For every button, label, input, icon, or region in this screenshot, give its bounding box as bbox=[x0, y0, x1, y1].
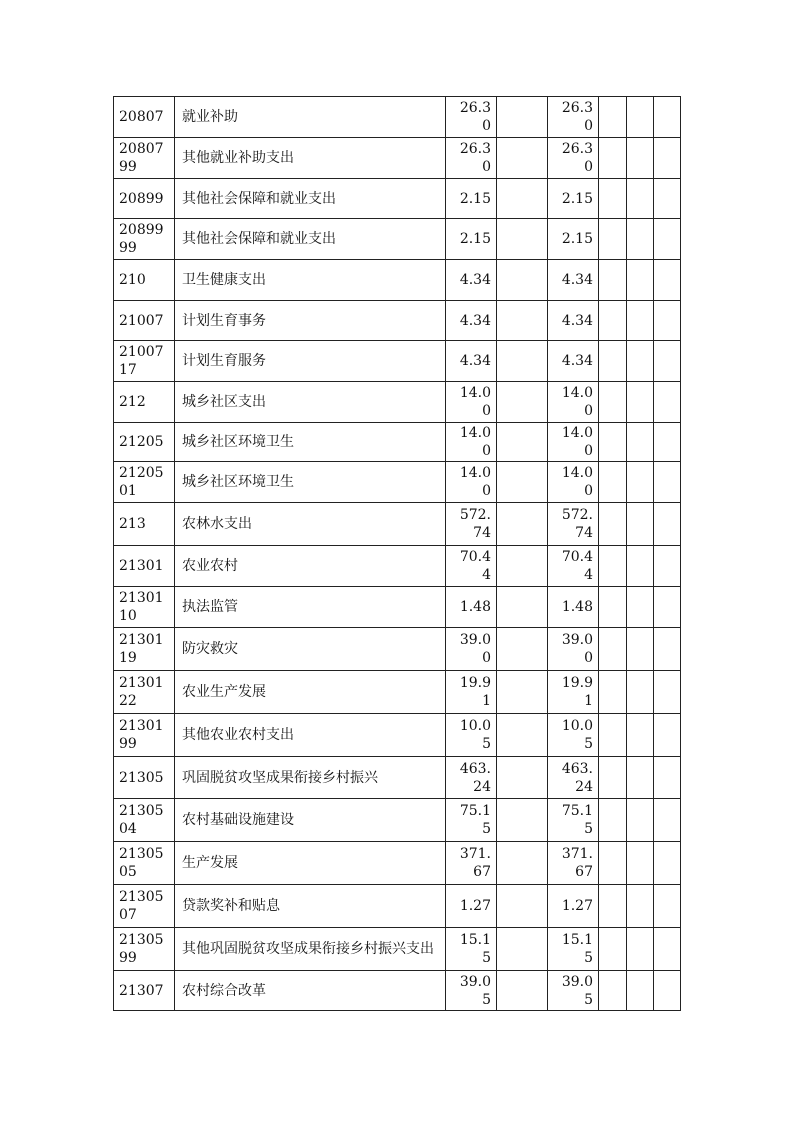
project-cell: 39.00 bbox=[548, 628, 599, 671]
code-cell: 2130119 bbox=[114, 628, 175, 671]
basic-cell bbox=[497, 462, 548, 503]
name-cell: 就业补助 bbox=[175, 97, 446, 138]
project-cell: 19.91 bbox=[548, 671, 599, 714]
basic-cell bbox=[497, 219, 548, 260]
project-cell: 463.24 bbox=[548, 757, 599, 799]
empty-cell bbox=[599, 928, 627, 971]
total-cell: 371.67 bbox=[446, 842, 497, 885]
table-row bbox=[114, 138, 681, 179]
basic-cell bbox=[497, 842, 548, 885]
empty-cell bbox=[627, 928, 654, 971]
empty-cell bbox=[654, 260, 681, 301]
empty-cell bbox=[627, 462, 654, 503]
total-cell: 1.48 bbox=[446, 587, 497, 628]
empty-cell bbox=[654, 671, 681, 714]
total-cell: 14.00 bbox=[446, 382, 497, 423]
empty-cell bbox=[599, 301, 627, 341]
table-row bbox=[114, 423, 681, 462]
code-cell: 213 bbox=[114, 503, 175, 546]
code-cell: 21307 bbox=[114, 971, 175, 1011]
code-cell: 2120501 bbox=[114, 462, 175, 503]
name-cell: 其他社会保障和就业支出 bbox=[175, 219, 446, 260]
code-cell: 20899 bbox=[114, 179, 175, 219]
empty-cell bbox=[654, 885, 681, 928]
table-row bbox=[114, 928, 681, 971]
total-cell: 26.30 bbox=[446, 97, 497, 138]
empty-cell bbox=[627, 179, 654, 219]
total-cell: 14.00 bbox=[446, 462, 497, 503]
code-cell: 21007 bbox=[114, 301, 175, 341]
code-cell: 2130507 bbox=[114, 885, 175, 928]
table-row bbox=[114, 757, 681, 799]
basic-cell bbox=[497, 971, 548, 1011]
total-cell: 14.00 bbox=[446, 423, 497, 462]
name-cell: 防灾救灾 bbox=[175, 628, 446, 671]
table-row bbox=[114, 714, 681, 757]
table-row bbox=[114, 462, 681, 503]
total-cell: 70.44 bbox=[446, 546, 497, 587]
empty-cell bbox=[654, 138, 681, 179]
total-cell: 19.91 bbox=[446, 671, 497, 714]
empty-cell bbox=[654, 97, 681, 138]
empty-cell bbox=[627, 546, 654, 587]
name-cell: 其他农业农村支出 bbox=[175, 714, 446, 757]
basic-cell bbox=[497, 341, 548, 382]
project-cell: 1.48 bbox=[548, 587, 599, 628]
empty-cell bbox=[599, 503, 627, 546]
code-cell: 2130122 bbox=[114, 671, 175, 714]
total-cell: 26.30 bbox=[446, 138, 497, 179]
total-cell: 75.15 bbox=[446, 799, 497, 842]
code-cell: 21205 bbox=[114, 423, 175, 462]
total-cell: 4.34 bbox=[446, 260, 497, 301]
basic-cell bbox=[497, 546, 548, 587]
total-cell: 39.00 bbox=[446, 628, 497, 671]
total-cell: 4.34 bbox=[446, 341, 497, 382]
table-row bbox=[114, 587, 681, 628]
empty-cell bbox=[654, 971, 681, 1011]
total-cell: 463.24 bbox=[446, 757, 497, 799]
table-row bbox=[114, 671, 681, 714]
table-row bbox=[114, 382, 681, 423]
name-cell: 城乡社区环境卫生 bbox=[175, 423, 446, 462]
empty-cell bbox=[627, 799, 654, 842]
total-cell: 15.15 bbox=[446, 928, 497, 971]
empty-cell bbox=[627, 341, 654, 382]
name-cell: 计划生育事务 bbox=[175, 301, 446, 341]
table-row bbox=[114, 842, 681, 885]
total-cell: 2.15 bbox=[446, 179, 497, 219]
project-cell: 39.05 bbox=[548, 971, 599, 1011]
empty-cell bbox=[627, 301, 654, 341]
empty-cell bbox=[599, 382, 627, 423]
basic-cell bbox=[497, 885, 548, 928]
table-row bbox=[114, 219, 681, 260]
table-row bbox=[114, 546, 681, 587]
table-row bbox=[114, 628, 681, 671]
basic-cell bbox=[497, 138, 548, 179]
empty-cell bbox=[599, 219, 627, 260]
table-row bbox=[114, 799, 681, 842]
basic-cell bbox=[497, 503, 548, 546]
basic-cell bbox=[497, 928, 548, 971]
basic-cell bbox=[497, 260, 548, 301]
total-cell: 1.27 bbox=[446, 885, 497, 928]
code-cell: 21305 bbox=[114, 757, 175, 799]
name-cell: 其他巩固脱贫攻坚成果衔接乡村振兴支出 bbox=[175, 928, 446, 971]
project-cell: 70.44 bbox=[548, 546, 599, 587]
project-cell: 75.15 bbox=[548, 799, 599, 842]
empty-cell bbox=[654, 928, 681, 971]
empty-cell bbox=[654, 842, 681, 885]
basic-cell bbox=[497, 757, 548, 799]
code-cell: 2130199 bbox=[114, 714, 175, 757]
empty-cell bbox=[627, 260, 654, 301]
name-cell: 巩固脱贫攻坚成果衔接乡村振兴 bbox=[175, 757, 446, 799]
name-cell: 执法监管 bbox=[175, 587, 446, 628]
table-row bbox=[114, 503, 681, 546]
code-cell: 2130505 bbox=[114, 842, 175, 885]
project-cell: 2.15 bbox=[548, 179, 599, 219]
empty-cell bbox=[654, 799, 681, 842]
empty-cell bbox=[654, 628, 681, 671]
empty-cell bbox=[627, 423, 654, 462]
empty-cell bbox=[627, 138, 654, 179]
empty-cell bbox=[627, 757, 654, 799]
budget-table bbox=[113, 96, 681, 1011]
code-cell: 21301 bbox=[114, 546, 175, 587]
empty-cell bbox=[627, 971, 654, 1011]
project-cell: 2.15 bbox=[548, 219, 599, 260]
basic-cell bbox=[497, 179, 548, 219]
name-cell: 农业农村 bbox=[175, 546, 446, 587]
code-cell: 2130504 bbox=[114, 799, 175, 842]
empty-cell bbox=[599, 423, 627, 462]
name-cell: 生产发展 bbox=[175, 842, 446, 885]
empty-cell bbox=[599, 546, 627, 587]
empty-cell bbox=[627, 382, 654, 423]
name-cell: 农业生产发展 bbox=[175, 671, 446, 714]
empty-cell bbox=[654, 341, 681, 382]
name-cell: 贷款奖补和贴息 bbox=[175, 885, 446, 928]
empty-cell bbox=[599, 714, 627, 757]
empty-cell bbox=[654, 587, 681, 628]
empty-cell bbox=[627, 671, 654, 714]
project-cell: 371.67 bbox=[548, 842, 599, 885]
basic-cell bbox=[497, 97, 548, 138]
project-cell: 4.34 bbox=[548, 260, 599, 301]
basic-cell bbox=[497, 587, 548, 628]
table-body bbox=[114, 97, 681, 1011]
empty-cell bbox=[599, 885, 627, 928]
empty-cell bbox=[599, 757, 627, 799]
code-cell: 2130110 bbox=[114, 587, 175, 628]
table-row bbox=[114, 260, 681, 301]
empty-cell bbox=[654, 546, 681, 587]
empty-cell bbox=[599, 462, 627, 503]
empty-cell bbox=[627, 628, 654, 671]
table-row bbox=[114, 971, 681, 1011]
empty-cell bbox=[654, 503, 681, 546]
name-cell: 计划生育服务 bbox=[175, 341, 446, 382]
basic-cell bbox=[497, 714, 548, 757]
basic-cell bbox=[497, 382, 548, 423]
empty-cell bbox=[654, 219, 681, 260]
empty-cell bbox=[627, 219, 654, 260]
name-cell: 卫生健康支出 bbox=[175, 260, 446, 301]
table-row bbox=[114, 179, 681, 219]
table-row bbox=[114, 341, 681, 382]
name-cell: 农村综合改革 bbox=[175, 971, 446, 1011]
basic-cell bbox=[497, 301, 548, 341]
empty-cell bbox=[599, 671, 627, 714]
empty-cell bbox=[599, 799, 627, 842]
total-cell: 2.15 bbox=[446, 219, 497, 260]
empty-cell bbox=[599, 260, 627, 301]
code-cell: 2089999 bbox=[114, 219, 175, 260]
project-cell: 14.00 bbox=[548, 462, 599, 503]
name-cell: 农林水支出 bbox=[175, 503, 446, 546]
name-cell: 城乡社区支出 bbox=[175, 382, 446, 423]
code-cell: 212 bbox=[114, 382, 175, 423]
empty-cell bbox=[654, 423, 681, 462]
empty-cell bbox=[627, 503, 654, 546]
project-cell: 26.30 bbox=[548, 97, 599, 138]
code-cell: 210 bbox=[114, 260, 175, 301]
empty-cell bbox=[654, 462, 681, 503]
empty-cell bbox=[599, 138, 627, 179]
empty-cell bbox=[599, 341, 627, 382]
empty-cell bbox=[599, 587, 627, 628]
empty-cell bbox=[654, 714, 681, 757]
basic-cell bbox=[497, 423, 548, 462]
project-cell: 1.27 bbox=[548, 885, 599, 928]
name-cell: 其他社会保障和就业支出 bbox=[175, 179, 446, 219]
empty-cell bbox=[599, 179, 627, 219]
empty-cell bbox=[654, 382, 681, 423]
table-row bbox=[114, 885, 681, 928]
empty-cell bbox=[599, 842, 627, 885]
basic-cell bbox=[497, 799, 548, 842]
project-cell: 14.00 bbox=[548, 423, 599, 462]
project-cell: 26.30 bbox=[548, 138, 599, 179]
total-cell: 572.74 bbox=[446, 503, 497, 546]
code-cell: 20807 bbox=[114, 97, 175, 138]
total-cell: 4.34 bbox=[446, 301, 497, 341]
empty-cell bbox=[599, 971, 627, 1011]
project-cell: 10.05 bbox=[548, 714, 599, 757]
table-row bbox=[114, 301, 681, 341]
project-cell: 572.74 bbox=[548, 503, 599, 546]
empty-cell bbox=[654, 179, 681, 219]
project-cell: 15.15 bbox=[548, 928, 599, 971]
project-cell: 14.00 bbox=[548, 382, 599, 423]
name-cell: 城乡社区环境卫生 bbox=[175, 462, 446, 503]
empty-cell bbox=[627, 842, 654, 885]
empty-cell bbox=[654, 757, 681, 799]
empty-cell bbox=[654, 301, 681, 341]
code-cell: 2100717 bbox=[114, 341, 175, 382]
code-cell: 2130599 bbox=[114, 928, 175, 971]
total-cell: 39.05 bbox=[446, 971, 497, 1011]
empty-cell bbox=[627, 714, 654, 757]
project-cell: 4.34 bbox=[548, 301, 599, 341]
empty-cell bbox=[599, 97, 627, 138]
empty-cell bbox=[627, 587, 654, 628]
basic-cell bbox=[497, 671, 548, 714]
total-cell: 10.05 bbox=[446, 714, 497, 757]
empty-cell bbox=[599, 628, 627, 671]
name-cell: 农村基础设施建设 bbox=[175, 799, 446, 842]
name-cell: 其他就业补助支出 bbox=[175, 138, 446, 179]
basic-cell bbox=[497, 628, 548, 671]
empty-cell bbox=[627, 885, 654, 928]
table-row bbox=[114, 97, 681, 138]
empty-cell bbox=[627, 97, 654, 138]
code-cell: 2080799 bbox=[114, 138, 175, 179]
project-cell: 4.34 bbox=[548, 341, 599, 382]
